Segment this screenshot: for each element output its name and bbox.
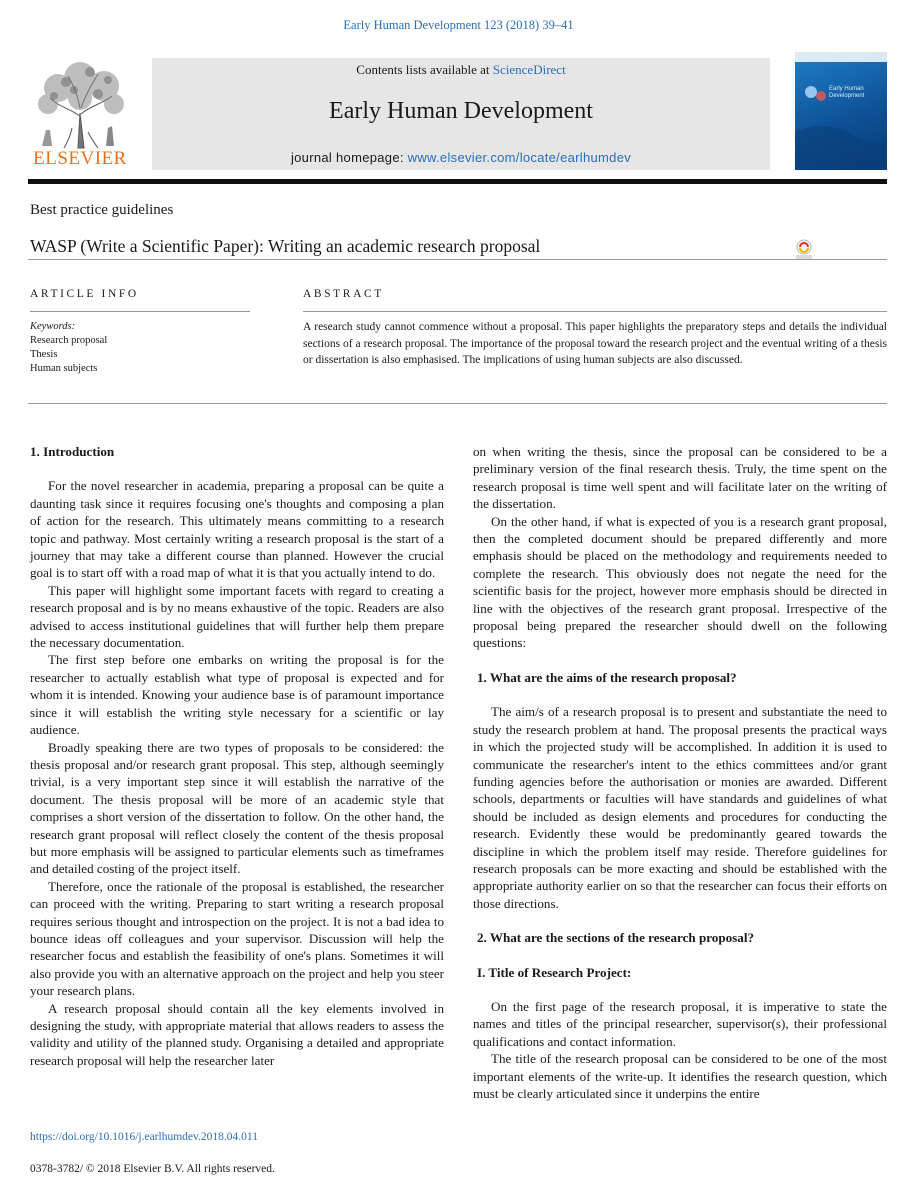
body-paragraph: Therefore, once the rationale of the proposal is established, the researcher can proceed with the writing. Preparing to start writing a research proposal requires serious thought and introspection on the project. It is not a bad idea to bounce ideas off colleagues and your supervisor. Discussion will help the researcher focus and establish the feasibility of one's plans. Sometimes it will also provide you with an alternative approach on the project and help you steer your research plans. — [30, 878, 444, 999]
cover-title: Early Human Development — [829, 86, 865, 99]
body-paragraph: For the novel researcher in academia, preparing a proposal can be quite a daunting task since it requires focusing one's thoughts and composing a plan of action for the research. This ultimately means committing to a research topic and pathway. Most certainly writing a research proposal is the start of a journey that may take a different course than planned. However the crucial goal is to start off with a road map of what it is that you actually intend to do. — [30, 478, 444, 581]
header-rule — [28, 179, 887, 184]
journal-title: Early Human Development — [329, 98, 593, 124]
abstract-text: A research study cannot commence without a proposal. This paper highlights the preparatory steps and details the individual sections of a research proposal. The importance of the proposal toward the research project and the eventual writing of a thesis or dissertation is also emphasised. The implications of using human subjects are also discussed. — [303, 321, 887, 366]
abstract-heading: ABSTRACT — [303, 288, 384, 300]
question-heading-aims: 1. What are the aims of the research proposal? — [477, 669, 737, 685]
keyword-item: Research proposal — [30, 335, 108, 346]
question-heading-sections: 2. What are the sections of the research proposal? — [477, 930, 755, 946]
article-info-rule — [30, 311, 250, 312]
body-left-column — [30, 443, 444, 1069]
body-right-column — [473, 443, 887, 1102]
keyword-item: Human subjects — [30, 363, 98, 374]
article-title: WASP (Write a Scientific Paper): Writing an academic research proposal — [30, 236, 541, 256]
keywords-label: Keywords: — [30, 321, 76, 332]
article-info-heading: ARTICLE INFO — [30, 288, 139, 300]
keywords-block — [30, 320, 107, 376]
subheading-title-of-project: I. Title of Research Project: — [477, 964, 632, 980]
body-paragraph: A research proposal should contain all the key elements involved in designing the study, with appropriate material that allows readers to assess the validity and utility of the planned study. Organising a detailed and appropriate research proposal will help the researcher later — [30, 1000, 444, 1068]
body-paragraph: on when writing the thesis, since the proposal can be considered to be a preliminary version of the final research thesis. Truly, the time spent on the research proposal is time well spent and will facilitate later on the writing of the dissertation. — [473, 444, 887, 512]
tree-icon — [28, 58, 132, 150]
title-rule — [28, 259, 887, 260]
body-paragraph: The title of the research proposal can be considered to be one of the most important elements of the write-up. It identifies the research question, which must be clearly articulated since it underpins the entire — [473, 1051, 887, 1101]
journal-homepage-line — [152, 150, 770, 165]
body-paragraph: The first step before one embarks on writing the proposal is for the researcher to actually establish what type of proposal is expected and for whom it is intended. Knowing your audience base is of paramount importance since it will establish the writing style necessary for a scientific or lay audience. — [30, 652, 444, 738]
doi-link[interactable]: https://doi.org/10.1016/j.earlhumdev.2018.04.011 — [30, 1131, 258, 1143]
introduction-heading: 1. Introduction — [30, 444, 115, 459]
homepage-prefix: journal homepage: — [290, 150, 408, 165]
body-paragraph: On the other hand, if what is expected of you is a research grant proposal, then the completed document should be prepared differently and more emphasis should be placed on the methodology and requirements needed to complete the research. This obviously does not negate the need for the scientific basis for the project, however more emphasis should be directed in line with the objectives of the research grant proposal. Irrespective of the proposal being prepared the researcher should dwell on the following questions: — [473, 513, 887, 651]
sciencedirect-link[interactable]: ScienceDirect — [492, 62, 566, 77]
elsevier-wordmark: ELSEVIER — [33, 148, 127, 169]
cover-art-icon — [795, 52, 887, 170]
body-paragraph: On the first page of the research proposal, it is imperative to state the names and titles of the principal researcher, supervisor(s), their professional qualifications and contact information. — [473, 998, 887, 1049]
keyword-item: Thesis — [30, 349, 58, 360]
copyright-notice: 0378-3782/ © 2018 Elsevier B.V. All rights reserved. — [30, 1163, 275, 1175]
journal-citation[interactable]: Early Human Development 123 (2018) 39–41 — [343, 18, 574, 32]
contents-prefix: Contents lists available at — [356, 62, 493, 77]
body-paragraph: Broadly speaking there are two types of proposals to be considered: the thesis proposal and/or research grant proposal. This step, although seemingly trivial, is a very important step since it will establish the narrative of the document. The thesis proposal will be more of an academic style that comprises a short version of the dissertation to follow. On the other hand, the research grant proposal will reflect closely the content of the thesis proposal but more emphasis will be assigned to particular elements such as timeframes and detailed costing of the project itself. — [30, 739, 444, 877]
elsevier-logo[interactable] — [28, 58, 132, 170]
article-category: Best practice guidelines — [30, 202, 174, 218]
body-paragraph: The aim/s of a research proposal is to present and substantiate the need to study the research problem at hand. The proposal presents the practical ways in which the projected study will be accomplished. In addition it is used to communicate the researcher's intent to the ethics committees and/or grant funding agencies before the authorisation or monies are awarded. Different schools, departments or faculties will have standards and guidelines of what should be included as design elements and procedures for conducting the research. Evidently these would be predominantly geared towards the discipline in which the problem itself may reside. Therefore guidelines for research proposals can be more exacting and should be established with the appropriate authority earlier on so that the researcher can focus their efforts on those directions. — [473, 704, 887, 911]
journal-cover-thumbnail[interactable] — [795, 52, 887, 170]
abstract-bottom-rule — [28, 403, 887, 404]
contents-line — [152, 62, 770, 78]
journal-homepage-link[interactable]: www.elsevier.com/locate/earlhumdev — [407, 150, 632, 165]
body-paragraph: This paper will highlight some important facets with regard to creating a research proposal and is by no means exhaustive of the topic. Readers are also advised to access institutional guidelines that will further help them prepare the necessary documentation. — [30, 582, 444, 651]
check-for-updates-icon[interactable] — [793, 239, 815, 261]
abstract-rule — [303, 311, 887, 312]
